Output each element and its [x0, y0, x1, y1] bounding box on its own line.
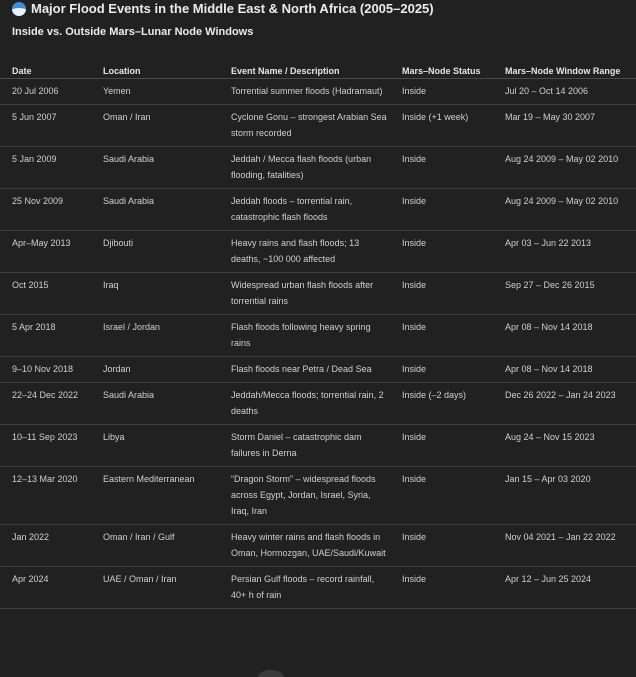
cell-event: Jeddah/Mecca floods; torrential rain, 2 deaths: [231, 390, 384, 416]
cell-location: Eastern Mediterranean: [103, 474, 195, 484]
table-row: [0, 383, 636, 425]
cell-date: 5 Apr 2018: [12, 322, 56, 332]
scroll-overlay-button[interactable]: [258, 670, 284, 677]
column-header-status: Mars–Node Status: [402, 66, 481, 76]
cell-window: Sep 27 – Dec 26 2015: [505, 280, 595, 290]
cell-window: Dec 26 2022 – Jan 24 2023: [505, 390, 616, 400]
cell-location: Iraq: [103, 280, 119, 290]
cell-location: Yemen: [103, 86, 131, 96]
table-row: [0, 105, 636, 147]
cell-status: Inside: [402, 280, 427, 290]
cell-status: Inside: [402, 196, 427, 206]
cell-location: Saudi Arabia: [103, 390, 155, 400]
cell-event: Storm Daniel – catastrophic dam failures in Derna: [231, 432, 362, 458]
cell-window: Apr 03 – Jun 22 2013: [505, 238, 592, 248]
cell-window: Mar 19 – May 30 2007: [505, 112, 596, 122]
cell-status: Inside: [402, 322, 427, 332]
wave-icon: [12, 2, 26, 16]
cell-location: Libya: [103, 432, 125, 442]
cell-window: Jul 20 – Oct 14 2006: [505, 86, 589, 96]
table-body: [0, 79, 636, 609]
cell-date: 25 Nov 2009: [12, 196, 64, 206]
cell-window: Apr 08 – Nov 14 2018: [505, 322, 593, 332]
cell-location: Israel / Jordan: [103, 322, 161, 332]
cell-window: Aug 24 2009 – May 02 2010: [505, 154, 619, 164]
column-header-window: Mars–Node Window Range: [505, 66, 621, 76]
cell-event: Heavy winter rains and flash floods in Oman, Hormozgan, UAE/Saudi/Kuwait: [231, 532, 386, 558]
column-header-location: Location: [103, 66, 141, 76]
cell-location: Oman / Iran: [103, 112, 151, 122]
cell-status: Inside: [402, 574, 427, 584]
cell-status: Inside: [402, 154, 427, 164]
table-row: [0, 425, 636, 467]
table-row: [0, 79, 636, 105]
cell-location: Saudi Arabia: [103, 196, 155, 206]
cell-event: Jeddah floods – torrential rain, catastrophic flash floods: [231, 196, 353, 222]
cell-event: Torrential summer floods (Hadramaut): [231, 86, 383, 96]
cell-status: Inside: [402, 238, 427, 248]
cell-event: Flash floods near Petra / Dead Sea: [231, 364, 372, 374]
cell-event: “Dragon Storm” – widespread floods across Egypt, Jordan, Israel, Syria, Iraq, Iran: [231, 474, 376, 516]
cell-date: 5 Jun 2007: [12, 112, 57, 122]
cell-date: 9–10 Nov 2018: [12, 364, 74, 374]
table-row: [0, 189, 636, 231]
table-row: [0, 315, 636, 357]
table-header-row: [0, 46, 636, 79]
cell-date: 22–24 Dec 2022: [12, 390, 79, 400]
flood-events-table: [0, 46, 636, 609]
cell-date: 5 Jan 2009: [12, 154, 57, 164]
cell-window: Apr 08 – Nov 14 2018: [505, 364, 593, 374]
table-row: [0, 567, 636, 609]
cell-event: Heavy rains and flash floods; 13 deaths, ~100 000 affected: [231, 238, 360, 264]
cell-window: Jan 15 – Apr 03 2020: [505, 474, 591, 484]
cell-status: Inside: [402, 86, 427, 96]
cell-status: Inside: [402, 474, 427, 484]
cell-date: Apr 2024: [12, 574, 49, 584]
cell-event: Flash floods following heavy spring rains: [231, 322, 371, 348]
cell-date: Apr–May 2013: [12, 238, 71, 248]
cell-location: Saudi Arabia: [103, 154, 155, 164]
cell-event: Cyclone Gonu – strongest Arabian Sea storm recorded: [231, 112, 387, 138]
cell-event: Jeddah / Mecca flash floods (urban flooding, fatalities): [231, 154, 372, 180]
table-row: [0, 273, 636, 315]
column-header-event: Event Name / Description: [231, 66, 340, 76]
cell-window: Apr 12 – Jun 25 2024: [505, 574, 592, 584]
table-row: [0, 147, 636, 189]
table-row: [0, 357, 636, 383]
page-title: [12, 0, 434, 17]
cell-status: Inside (–2 days): [402, 390, 467, 400]
table-row: [0, 231, 636, 273]
cell-location: Oman / Iran / Gulf: [103, 532, 175, 542]
page-title-text: Major Flood Events in the Middle East & North Africa (2005–2025): [31, 1, 434, 16]
cell-location: Djibouti: [103, 238, 134, 248]
cell-location: UAE / Oman / Iran: [103, 574, 177, 584]
cell-date: 12–13 Mar 2020: [12, 474, 78, 484]
cell-date: Oct 2015: [12, 280, 49, 290]
cell-event: Persian Gulf floods – record rainfall, 40+ h of rain: [231, 574, 375, 600]
cell-status: Inside: [402, 432, 427, 442]
cell-status: Inside (+1 week): [402, 112, 469, 122]
cell-date: Jan 2022: [12, 532, 50, 542]
cell-location: Jordan: [103, 364, 131, 374]
cell-status: Inside: [402, 532, 427, 542]
cell-window: Aug 24 2009 – May 02 2010: [505, 196, 619, 206]
cell-date: 10–11 Sep 2023: [12, 432, 78, 442]
table-row: [0, 525, 636, 567]
cell-date: 20 Jul 2006: [12, 86, 59, 96]
table-row: [0, 467, 636, 525]
cell-status: Inside: [402, 364, 427, 374]
cell-event: Widespread urban flash floods after torrential rains: [231, 280, 374, 306]
column-header-date: Date: [12, 66, 32, 76]
cell-window: Nov 04 2021 – Jan 22 2022: [505, 532, 616, 542]
cell-window: Aug 24 – Nov 15 2023: [505, 432, 595, 442]
table-subtitle: Inside vs. Outside Mars–Lunar Node Windows: [12, 26, 254, 38]
